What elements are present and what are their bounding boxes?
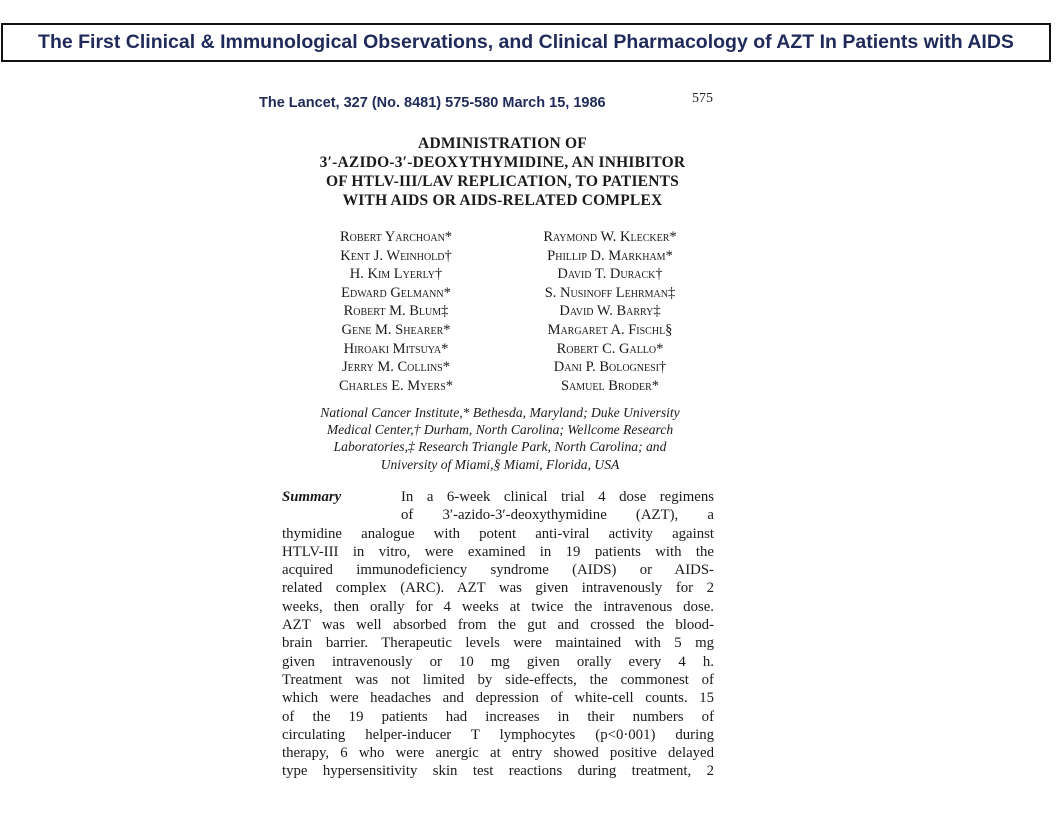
- author: Margaret A. Fischl§: [547, 321, 673, 338]
- summary-line: HTLV-III in vitro, were examined in 19 patients with the: [282, 543, 714, 560]
- banner-title: The First Clinical & Immunological Observations, and Clinical Pharmacology of AZT In Patients with AIDS: [1, 23, 1051, 62]
- citation-text: The Lancet, 327 (No. 8481) 575-580 March 15, 1986: [259, 95, 606, 111]
- author: Robert Yarchoan*: [339, 229, 453, 245]
- authors-left-column: [296, 228, 496, 395]
- author: Jerry M. Collins*: [341, 359, 450, 376]
- author: Hiroaki Mitsuya*: [343, 340, 449, 357]
- summary-line: of 3′-azido-3′-deoxythymidine (AZT), a: [401, 507, 714, 524]
- summary-line: Treatment was not limited by side-effects, the commonest of: [282, 671, 714, 688]
- author: Robert C. Gallo*: [556, 340, 664, 357]
- affiliation-line: University of Miami,§ Miami, Florida, USA: [380, 456, 620, 472]
- author: Raymond W. Klecker*: [543, 229, 677, 245]
- affiliation-line: Medical Center,† Durham, North Carolina; Wellcome Research: [326, 422, 674, 438]
- title-line: 3′-AZIDO-3′-DEOXYTHYMIDINE, AN INHIBITOR: [319, 154, 686, 171]
- author: Kent J. Weinhold†: [340, 247, 452, 264]
- title-line: WITH AIDS OR AIDS-RELATED COMPLEX: [342, 192, 663, 209]
- summary-line: circulating helper-inducer T lymphocytes (p<0·001) during: [282, 726, 714, 743]
- page-number: 575: [692, 91, 713, 106]
- author: David W. Barry‡: [559, 303, 661, 320]
- summary-line: weeks, then orally for 4 weeks at twice the intravenous dose.: [282, 598, 714, 615]
- summary-line: thymidine analogue with potent anti-viral activity against: [282, 525, 714, 542]
- author: Samuel Broder*: [560, 377, 660, 394]
- summary-line: type hypersensitivity skin test reactions during treatment, 2: [282, 763, 714, 780]
- summary-line: In a 6-week clinical trial 4 dose regimens: [401, 489, 714, 505]
- title-line: OF HTLV-III/LAV REPLICATION, TO PATIENTS: [326, 173, 679, 190]
- affiliations: [280, 404, 720, 473]
- summary-line: which were headaches and depression of white-cell counts. 15: [282, 690, 714, 707]
- author: Dani P. Bolognesi†: [553, 359, 667, 376]
- authors-right-column: [500, 228, 720, 395]
- author: Charles E. Myers*: [339, 377, 453, 394]
- affiliation-line: National Cancer Institute,* Bethesda, Maryland; Duke University: [320, 405, 680, 420]
- summary-section: [282, 488, 714, 781]
- summary-line: AZT was well absorbed from the gut and crossed the blood-: [282, 617, 714, 634]
- author: H. Kim Lyerly†: [349, 266, 443, 283]
- summary-label: Summary: [282, 489, 342, 505]
- summary-heading-row: [282, 488, 714, 506]
- summary-line: related complex (ARC). AZT was given intravenously for 2: [282, 580, 714, 597]
- summary-line: therapy, 6 who were anergic at entry showed positive delayed: [282, 745, 714, 762]
- author: Robert M. Blum‡: [343, 303, 449, 320]
- summary-line: given intravenously or 10 mg given orally every 4 h.: [282, 653, 714, 670]
- summary-line: acquired immunodeficiency syndrome (AIDS) or AIDS-: [282, 562, 714, 579]
- author: Edward Gelmann*: [341, 284, 451, 301]
- affiliation-line: Laboratories,‡ Research Triangle Park, North Carolina; and: [333, 439, 667, 455]
- author: Gene M. Shearer*: [341, 321, 451, 338]
- author: S. Nusinoff Lehrman‡: [544, 284, 676, 301]
- article-title: [270, 134, 735, 210]
- title-line: ADMINISTRATION OF: [418, 135, 587, 152]
- summary-line: of the 19 patients had increases in their numbers of: [282, 708, 714, 725]
- author: David T. Durack†: [557, 266, 663, 283]
- author: Phillip D. Markham*: [547, 247, 673, 264]
- summary-line: brain barrier. Therapeutic levels were maintained with 5 mg: [282, 635, 714, 652]
